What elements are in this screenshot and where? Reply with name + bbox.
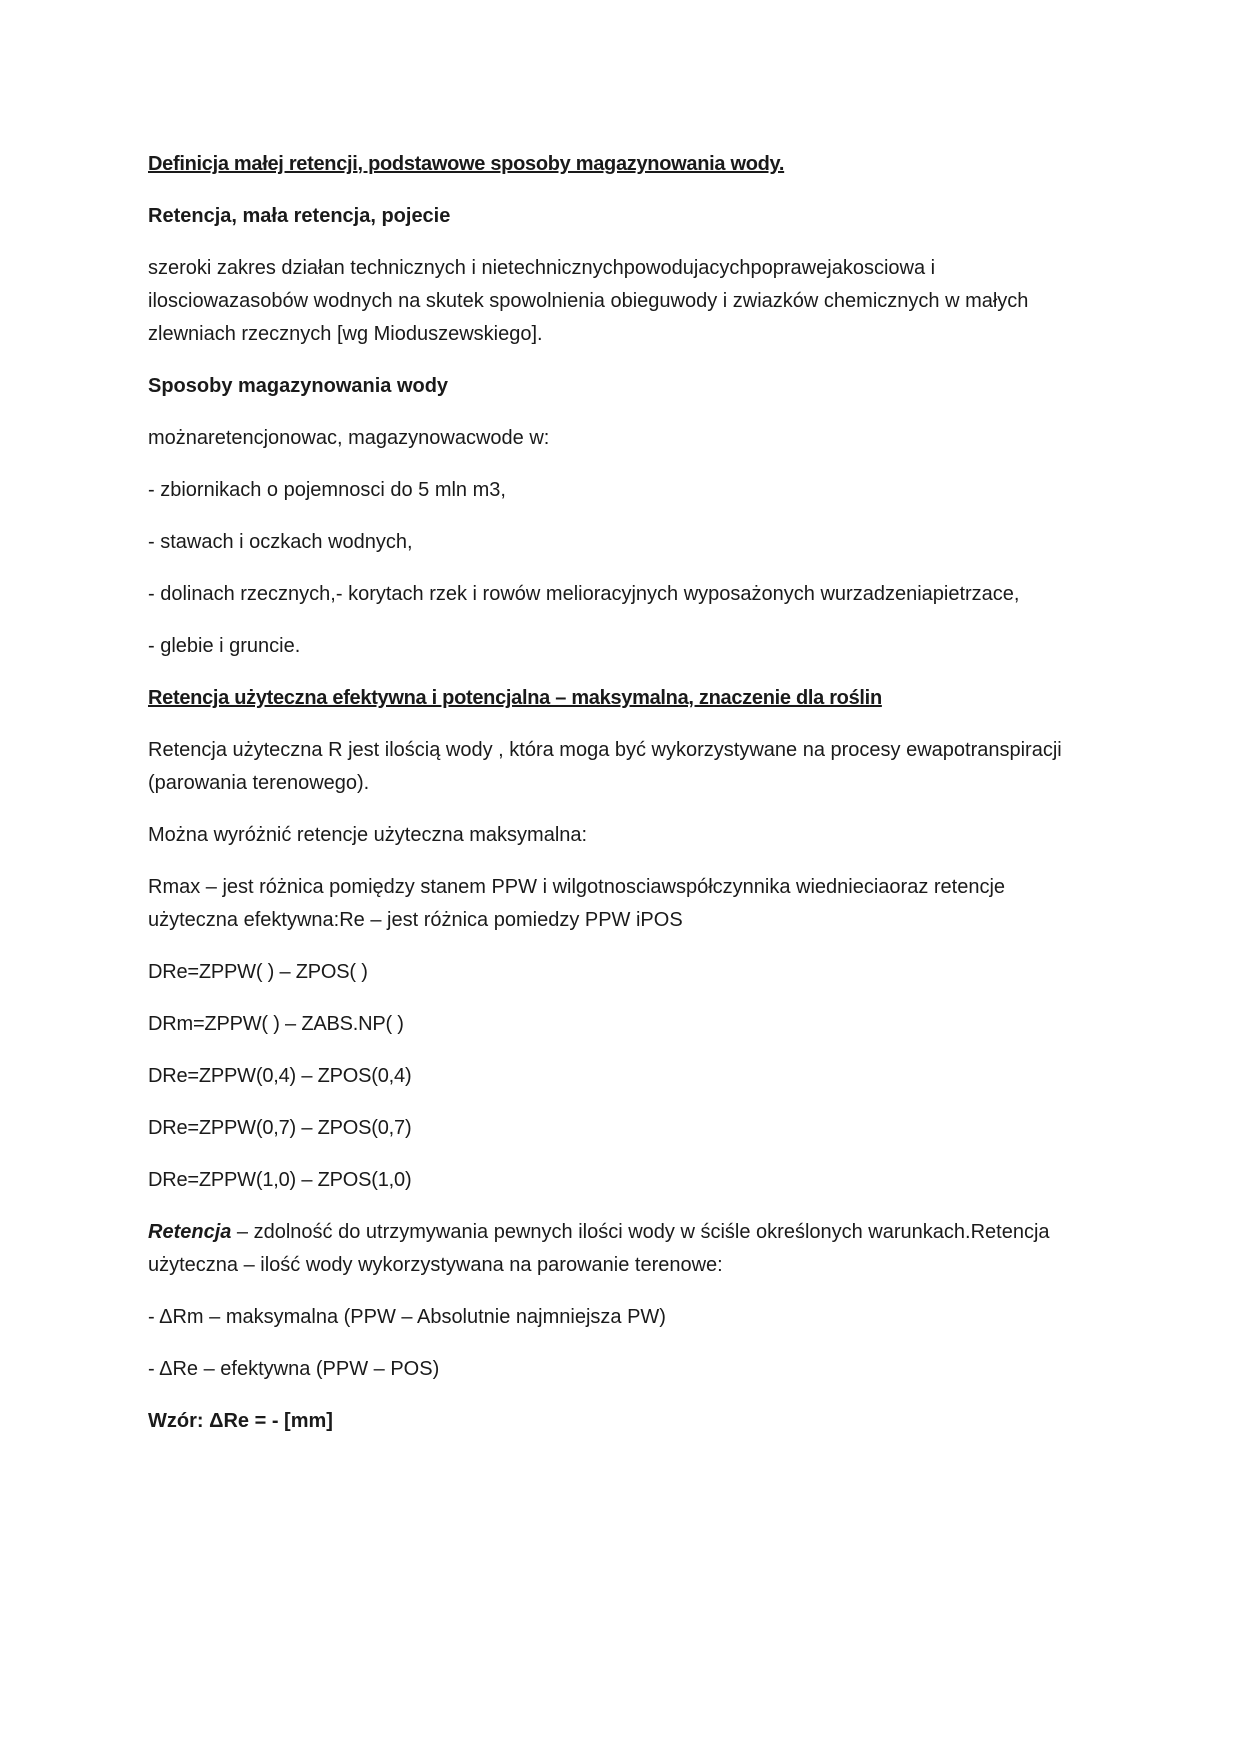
paragraph-retention-rest: – zdolność do utrzymywania pewnych ilości wody w ściśle określonych warunkach.Retencja użyteczna – ilość wody wykorzystywana na parowanie terenowe: <box>148 1221 1050 1276</box>
formula-line: DRm=ZPPW( ) – ZABS.NP( ) <box>148 1013 404 1035</box>
list-item-delta-rm: - ΔRm – maksymalna (PPW – Absolutnie najmniejsza PW) <box>148 1306 666 1328</box>
list-item-delta-re: - ΔRe – efektywna (PPW – POS) <box>148 1358 440 1380</box>
section-heading-useful-retention-tail: n <box>869 687 882 709</box>
paragraph-useful-retention: Retencja użyteczna R jest ilością wody , która moga być wykorzystywane na procesy ewapotranspiracji (parowania terenowego). <box>148 739 1062 794</box>
formula-line: DRe=ZPPW(1,0) – ZPOS(1,0) <box>148 1169 412 1191</box>
document-title: Definicja małej retencji, podstawowe sposoby magazynowania wody. <box>148 153 785 175</box>
paragraph-storage-intro: możnaretencjonowac, magazynowacwode w: <box>148 427 550 449</box>
section-heading-useful-retention-text: Retencja użyteczna efektywna i potencjalna – maksymalna, znaczenie dla rośli <box>148 687 870 709</box>
list-item-valleys: - dolinach rzecznych,- korytach rzek i rowów melioracyjnych wyposażonych wurzadzeniapietrzace, <box>148 583 1020 605</box>
section-heading-retention-concept: Retencja, mała retencja, pojecie <box>148 205 451 227</box>
section-heading-storage-methods: Sposoby magazynowania wody <box>148 375 449 397</box>
formula-line: DRe=ZPPW(0,4) – ZPOS(0,4) <box>148 1065 412 1087</box>
formula-bold: Wzór: ΔRe = - [mm] <box>148 1410 333 1432</box>
section-heading-useful-retention <box>148 682 1098 715</box>
formula-line: DRe=ZPPW( ) – ZPOS( ) <box>148 961 368 983</box>
paragraph-rmax: Rmax – jest różnica pomiędzy stanem PPW i wilgotnosciawspółczynnika wiednieciaoraz retencje użyteczna efektywna:Re – jest różnica pomiedzy PPW iPOS <box>148 876 1006 931</box>
paragraph-max-retention-intro: Można wyróżnić retencje użyteczna maksymalna: <box>148 824 588 846</box>
paragraph-retention-lead: Retencja <box>148 1221 232 1243</box>
paragraph-definition: szeroki zakres działan technicznych i nietechnicznychpowodujacychpoprawejakosciowa i ilosciowazasobów wodnych na skutek spowolnienia obieguwody i zwiazków chemicznych w małych zlewniach rzecznych [wg Mioduszewskiego]. <box>148 257 1029 345</box>
paragraph-retention-definition <box>148 1216 1098 1282</box>
document-page <box>148 148 1098 1457</box>
formula-line: DRe=ZPPW(0,7) – ZPOS(0,7) <box>148 1117 412 1139</box>
list-item-soil: - glebie i gruncie. <box>148 635 301 657</box>
list-item-reservoirs: - zbiornikach o pojemnosci do 5 mln m3, <box>148 479 506 501</box>
list-item-ponds: - stawach i oczkach wodnych, <box>148 531 413 553</box>
